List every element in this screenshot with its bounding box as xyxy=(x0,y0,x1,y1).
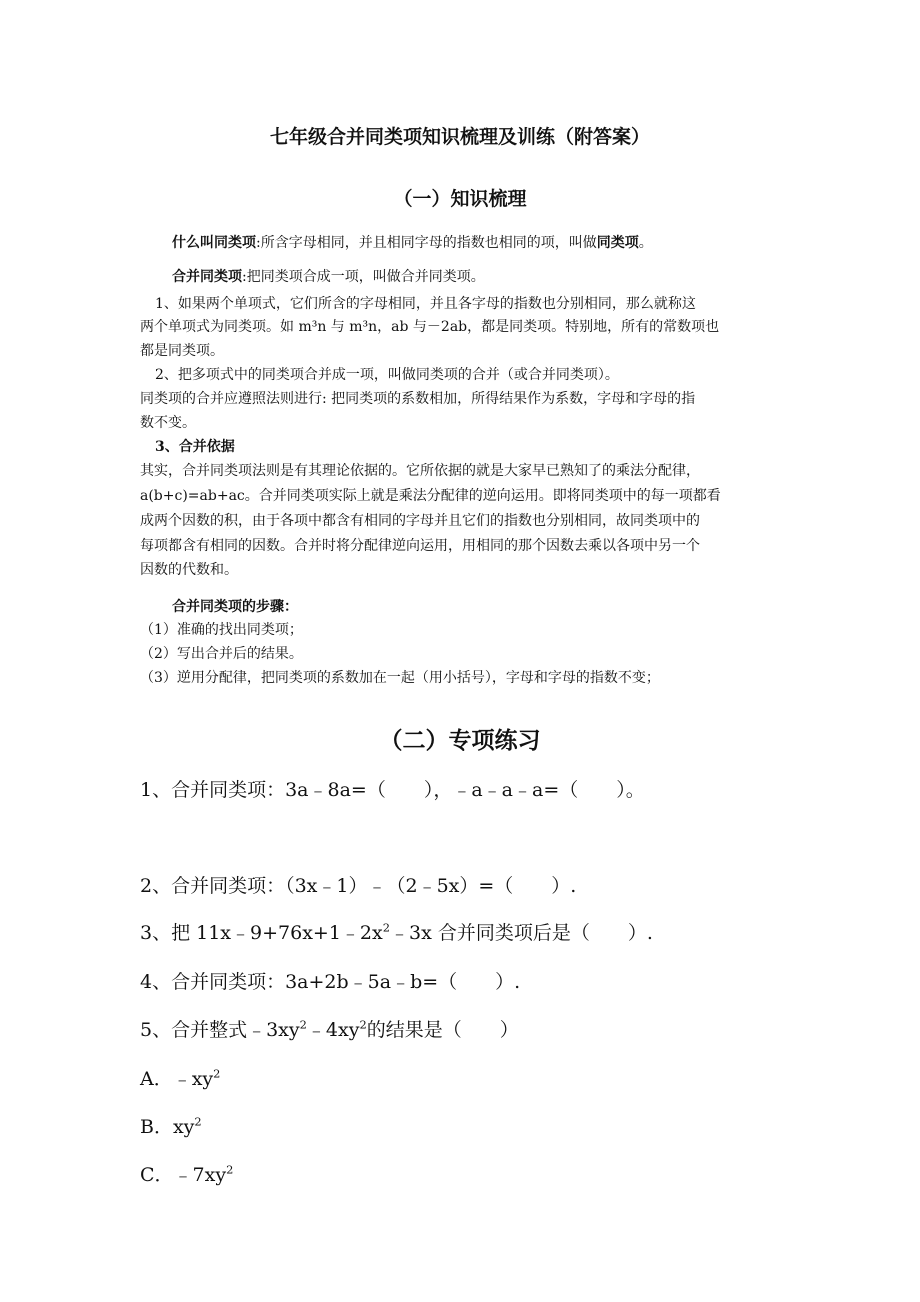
item-1-line-2: 两个单项式为同类项。如 m³n 与 m³n，ab 与－2ab，都是同类项。特别地，所有的常数项也 xyxy=(140,319,720,335)
question-5-mid: ﹣4xy xyxy=(306,1019,360,1041)
exponent: 2 xyxy=(299,1017,307,1032)
definition-combine xyxy=(172,266,485,288)
question-3-post: ﹣3x 合并同类项后是（ ）. xyxy=(389,922,653,944)
question-5-pre: 5、合并整式﹣3xy xyxy=(140,1019,300,1041)
step-1: （1）准确的找出同类项； xyxy=(140,622,303,638)
option-a-text: A．﹣xy xyxy=(140,1068,214,1090)
exponent: 2 xyxy=(359,1017,367,1032)
definition-text: :把同类项合成一项，叫做合并同类项。 xyxy=(242,269,485,285)
exponent: 2 xyxy=(213,1066,221,1081)
exponent: 2 xyxy=(194,1114,202,1129)
question-5 xyxy=(140,1015,519,1042)
question-5-post: 的结果是（ ） xyxy=(366,1019,519,1041)
question-2: 2、合并同类项：（3x﹣1）﹣（2﹣5x）=（ ）. xyxy=(140,875,577,897)
exponent: 2 xyxy=(226,1162,234,1177)
item-1-line-1: 1、如果两个单项式，它们所含的字母相同，并且各字母的指数也分别相同，那么就称这 xyxy=(155,296,696,312)
item-3-line-5: 因数的代数和。 xyxy=(140,562,238,578)
option-c xyxy=(140,1160,233,1187)
definition-text: :所含字母相同，并且相同字母的指数也相同的项，叫做 xyxy=(256,235,597,251)
item-3-line-2: a(b+c)=ab+ac。合并同类项实际上就是乘法分配律的逆向运用。即将同类项中的每一项都看 xyxy=(140,488,721,504)
question-4: 4、合并同类项：3a+2b﹣5a﹣b=（ ）. xyxy=(140,971,521,993)
question-3 xyxy=(140,918,653,945)
option-b-text: B．xy xyxy=(140,1116,195,1138)
question-1: 1、合并同类项：3a﹣8a=（ ），﹣a﹣a﹣a=（ ）。 xyxy=(140,779,645,801)
item-3-line-4: 每项都含有相同的因数。合并时将分配律逆向运用，用相同的那个因数去乘以各项中另一个 xyxy=(140,538,700,554)
definition-term-repeat: 同类项 xyxy=(596,235,639,251)
definition-term: 合并同类项 xyxy=(172,269,242,285)
question-3-pre: 3、把 11x﹣9+76x+1﹣2x xyxy=(140,922,383,944)
section-heading-knowledge: （一）知识梳理 xyxy=(393,188,527,210)
item-2-line-2: 同类项的合并应遵照法则进行: 把同类项的系数相加，所得结果作为系数，字母和字母的指 xyxy=(140,391,696,407)
exponent: 2 xyxy=(382,920,390,935)
steps-heading: 合并同类项的步骤： xyxy=(172,599,298,615)
item-1-line-3: 都是同类项。 xyxy=(140,343,224,359)
step-3: （3）逆用分配律，把同类项的系数加在一起（用小括号），字母和字母的指数不变； xyxy=(140,670,660,686)
section-heading-practice: （二）专项练习 xyxy=(379,727,541,754)
item-3-heading: 3、合并依据 xyxy=(155,439,235,455)
item-2-line-3: 数不变。 xyxy=(140,415,196,431)
item-3-line-1: 其实，合并同类项法则是有其理论依据的。它所依据的就是大家早已熟知了的乘法分配律， xyxy=(140,463,700,479)
item-2-line-1: 2、把多项式中的同类项合并成一项，叫做同类项的合并（或合并同类项）。 xyxy=(155,367,619,383)
definition-end: 。 xyxy=(638,235,653,251)
option-c-text: C．﹣7xy xyxy=(140,1164,227,1186)
option-a xyxy=(140,1064,220,1091)
option-b xyxy=(140,1112,202,1139)
definition-like-terms xyxy=(172,232,653,254)
item-3-line-3: 成两个因数的积，由于各项中都含有相同的字母并且它们的指数也分别相同，故同类项中的 xyxy=(140,513,700,529)
step-2: （2）写出合并后的结果。 xyxy=(140,646,303,662)
definition-term: 什么叫同类项 xyxy=(172,235,256,251)
document-title: 七年级合并同类项知识梳理及训练（附答案） xyxy=(269,126,650,148)
